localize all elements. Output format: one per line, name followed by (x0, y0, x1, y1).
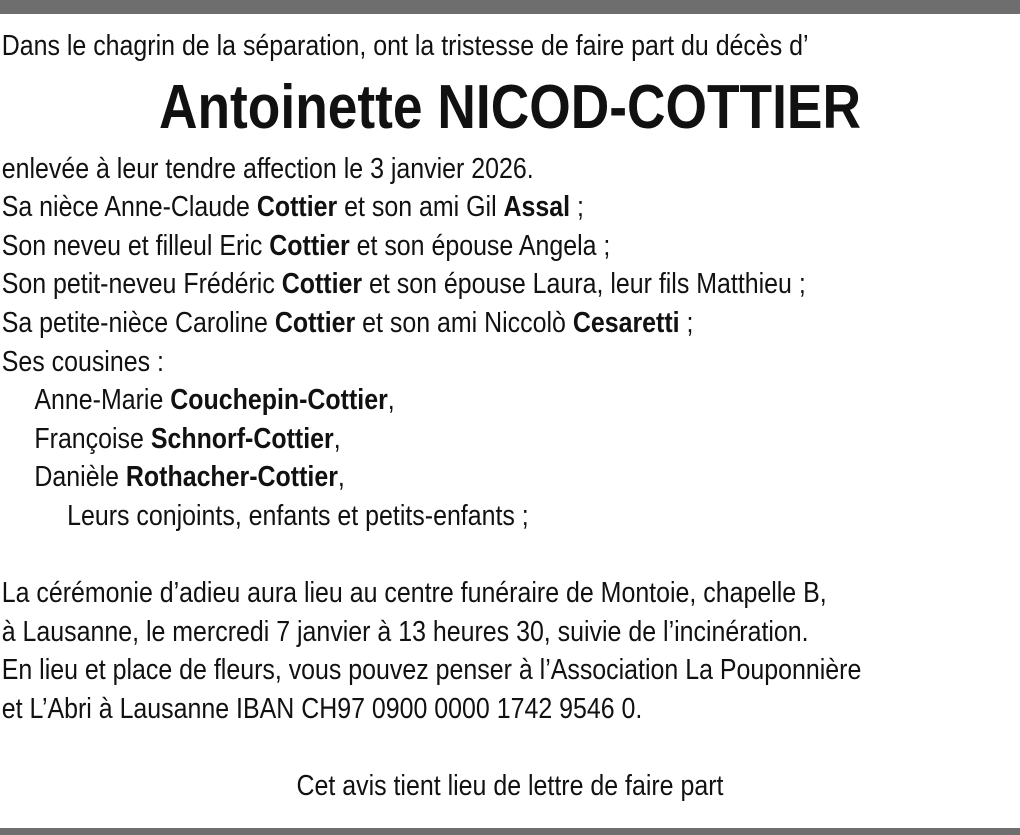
cousin-line (0, 458, 877, 497)
cousins-heading: Ses cousines : (1, 345, 164, 378)
family-text: Sa petite-nièce Caroline (1, 306, 275, 339)
death-date-line: enlevée à leur tendre affection le 3 janvier 2026. (1, 152, 534, 185)
footer-note: Cet avis tient lieu de lettre de faire part (296, 770, 724, 803)
family-text: et son épouse Angela ; (349, 229, 611, 262)
ceremony-line: La cérémonie d’adieu aura lieu au centre funéraire de Montoie, chapelle B, (1, 577, 827, 610)
spacer (0, 536, 877, 575)
bottom-rule (0, 828, 1020, 835)
family-text: ; (570, 191, 584, 224)
death-notice (0, 27, 877, 806)
family-surname: Cesaretti (572, 306, 680, 339)
cousin-line (0, 381, 877, 420)
family-text: et son ami Niccolò (355, 306, 573, 339)
family-surname: Cottier (274, 306, 356, 339)
family-surname: Cottier (269, 229, 350, 262)
relatives-line: Leurs conjoints, enfants et petits-enfants ; (67, 499, 529, 532)
family-line (0, 265, 877, 304)
family-line (0, 188, 877, 227)
cousin-first-name: Anne-Marie (34, 384, 171, 417)
cousin-punct: , (337, 461, 345, 494)
cousin-surname: Rothacher-Cottier (125, 461, 338, 494)
family-surname: Cottier (256, 191, 338, 224)
family-line (0, 227, 877, 266)
family-text: Son petit-neveu Frédéric (1, 268, 282, 301)
family-text: ; (679, 306, 694, 339)
cousin-line (0, 420, 877, 459)
cousin-punct: , (387, 384, 395, 417)
family-line (0, 304, 877, 343)
donation-line: En lieu et place de fleurs, vous pouvez penser à l’Association La Pouponnière (1, 654, 862, 687)
family-surname: Assal (503, 191, 571, 224)
cousin-surname: Schnorf-Cottier (150, 422, 334, 455)
cousin-first-name: Françoise (34, 422, 151, 455)
family-surname: Cottier (281, 268, 363, 301)
family-text: et son épouse Laura, leur fils Matthieu ; (362, 268, 806, 301)
family-text: Son neveu et filleul Eric (1, 229, 270, 262)
spacer (0, 729, 877, 768)
cousin-first-name: Danièle (34, 461, 126, 494)
ceremony-line: à Lausanne, le mercredi 7 janvier à 13 heures 30, suivie de l’incinération. (1, 615, 809, 648)
cousin-surname: Couchepin-Cottier (170, 384, 388, 417)
cousin-punct: , (333, 422, 341, 455)
top-rule (0, 0, 1020, 14)
family-text: Sa nièce Anne-Claude (1, 191, 257, 224)
family-text: et son ami Gil (337, 191, 504, 224)
iban-line: et L’Abri à Lausanne IBAN CH97 0900 0000 1742 9546 0. (1, 692, 643, 725)
intro-text: Dans le chagrin de la séparation, ont la tristesse de faire part du décès d’ (1, 30, 809, 62)
deceased-name: Antoinette NICOD-COTTIER (158, 72, 861, 142)
